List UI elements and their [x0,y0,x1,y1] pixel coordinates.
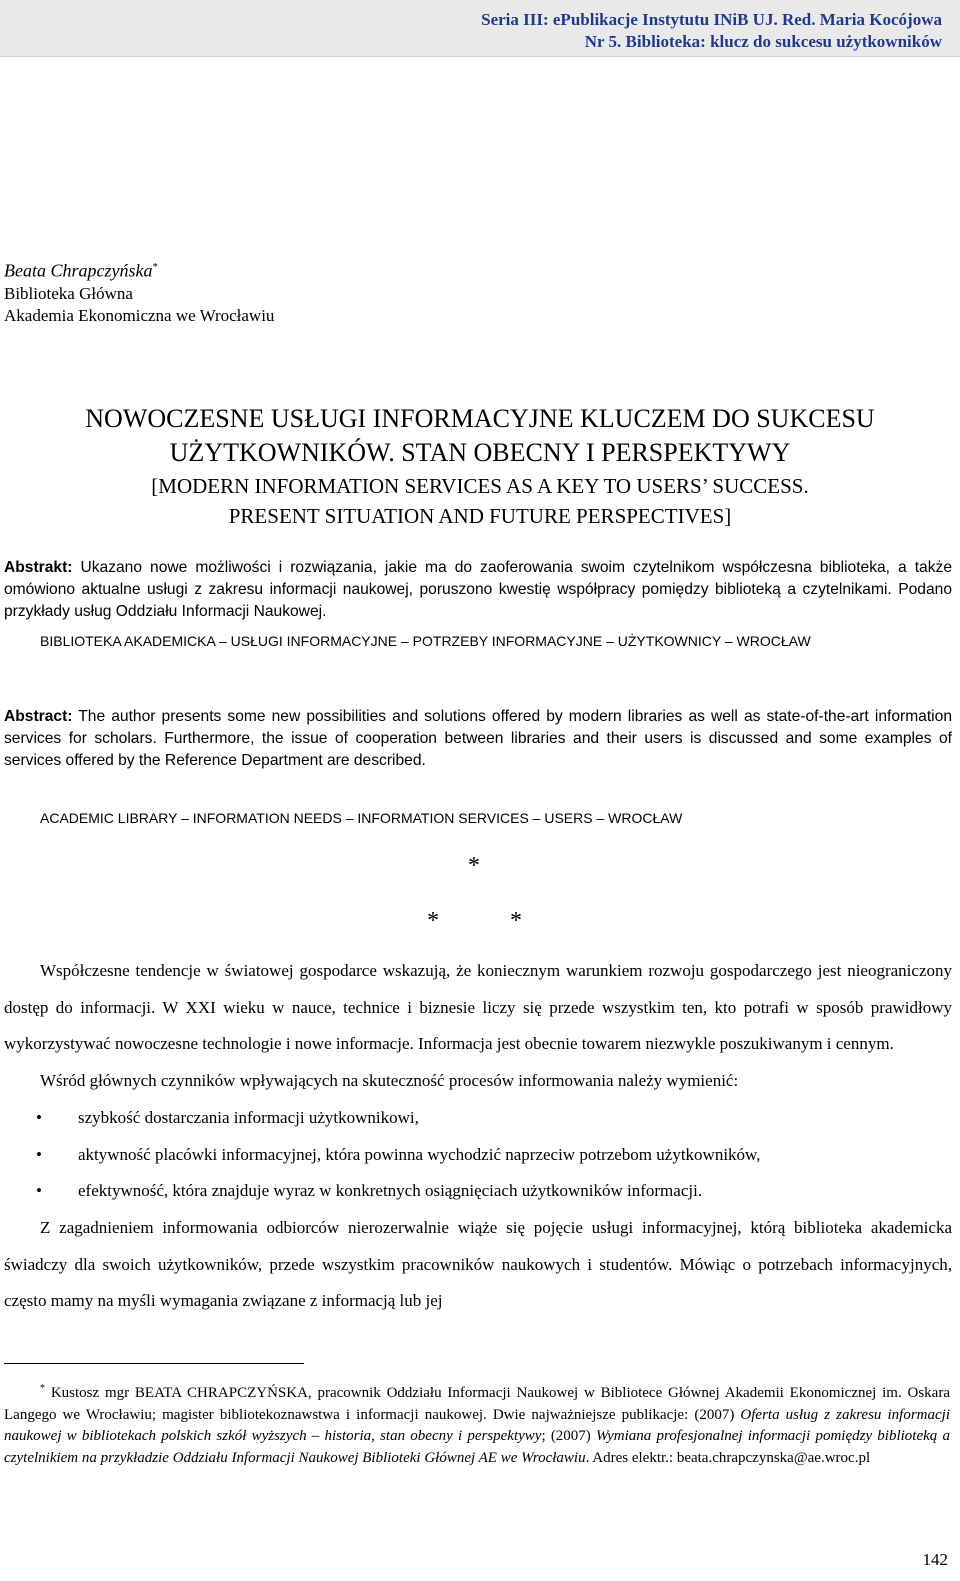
subtitle-line-1: [MODERN INFORMATION SERVICES AS A KEY TO USERS’ SUCCESS. [151,474,809,498]
abstract-english [4,706,952,772]
article-body [4,953,952,1320]
footnote [4,1378,950,1469]
footnote-paragraph [4,1378,950,1469]
series-title: Seria III: ePublikacje Instytutu INiB UJ. Red. Maria Kocójowa [481,10,942,29]
abstract-polish [4,557,952,623]
factor-list [4,1100,952,1210]
author-footnote-mark[interactable]: * [152,261,158,273]
author-name-line [4,256,274,283]
abstract-english-text: The author presents some new possibilities and solutions offered by modern libraries as well as state-of-the-art information services for scholars. Furthermore, the issue of cooperation between libraries and their users is discussed and some examples of services offered by the Reference Department are described. [4,708,952,769]
footnote-text-3: . Adres elektr.: beata.chrapczynska@ae.wroc.pl [585,1449,871,1466]
author-affiliation-library: Biblioteka Główna [4,283,133,303]
footnote-mark: * [40,1383,45,1394]
issue-title: Nr 5. Biblioteka: klucz do sukcesu użytkowników [584,32,942,51]
separator-star-right: * [510,908,522,934]
author-name: Beata Chrapczyńska [4,260,153,281]
running-header [0,0,960,57]
footnote-divider [4,1363,304,1364]
author-block [4,256,274,327]
body-paragraph-2: Wśród głównych czynników wpływających na skuteczność procesów informowania należy wymienić: [40,1071,739,1091]
list-item: • aktywność placówki informacyjnej, która powinna wychodzić naprzeciw potrzebom użytkowników, [4,1137,952,1174]
footnote-text-1: Kustosz mgr BEATA CHRAPCZYŃSKA, pracownik Oddziału Informacji Naukowej w Bibliotece Głównej Akademii Ekonomicznej im. Oskara Langego we Wrocławiu; magister bibliotekoznawstwa i informacji naukowej. Dwie najważniejsze publikacje: (2007) [4,1385,950,1423]
body-paragraph-3: Z zagadnieniem informowania odbiorców nierozerwalnie wiąże się pojęcie usługi informacyjnej, którą biblioteka akademicka świadczy dla swoich użytkowników, przede wszystkim pracowników naukowych i studentów. Mówiąc o potrzebach informacyjnych, często mamy na myśli wymagania związane z informacją lub jej [4,1217,952,1311]
footnote-publication-1: Oferta usług z zakresu informacji naukowej w bibliotekach polskich szkół wyższych – historia, stan obecny i perspektywy [4,1406,950,1444]
keywords-polish: BIBLIOTEKA AKADEMICKA – USŁUGI INFORMACYJNE – POTRZEBY INFORMACYJNE – UŻYTKOWNICY – WROCŁAW [40,633,811,649]
separator-star-left: * [427,908,439,934]
list-item: • efektywność, która znajduje wyraz w konkretnych osiągnięciach użytkowników informacji. [4,1173,952,1210]
abstract-english-label: Abstract: [4,708,73,725]
keywords-english: ACADEMIC LIBRARY – INFORMATION NEEDS – INFORMATION SERVICES – USERS – WROCŁAW [40,810,683,826]
page-number: 142 [922,1550,948,1569]
footnote-publication-2: Wymiana profesjonalnej informacji pomiędzy biblioteką a czytelnikiem na przykładzie Oddziału Informacji Naukowej Biblioteki Głównej AE we Wrocławiu [4,1428,950,1466]
article-subtitle [4,471,956,531]
list-item: • szybkość dostarczania informacji użytkownikowi, [4,1100,952,1137]
title-line-2: UŻYTKOWNIKÓW. STAN OBECNY I PERSPEKTYWY [169,438,791,467]
footnote-text-2: ; (2007) [541,1428,596,1444]
subtitle-line-2: PRESENT SITUATION AND FUTURE PERSPECTIVES] [228,504,732,528]
separator-star-top: * [468,853,480,879]
body-paragraph-1: Współczesne tendencje w światowej gospodarce wskazują, że koniecznym warunkiem rozwoju gospodarczego jest nieograniczony dostęp do informacji. W XXI wieku w nauce, technice i biznesie liczy się przede wszystkim ten, kto potrafi w sposób prawidłowy wykorzystywać nowoczesne technologie i nowe informacje. Informacja jest obecnie towarem niezwykle poszukiwanym i cennym. [4,961,952,1054]
abstract-polish-text: Ukazano nowe możliwości i rozwiązania, jakie ma do zaoferowania swoim czytelnikom współczesna biblioteka, a także omówiono aktualne usługi z zakresu informacji naukowej, poruszono kwestię współpracy pomiędzy biblioteką a czytelnikami. Podano przykłady usług Oddziału Informacji Naukowej. [4,559,953,620]
abstract-polish-label: Abstrakt: [4,559,73,576]
title-line-1: NOWOCZESNE USŁUGI INFORMACYJNE KLUCZEM DO SUKCESU [85,404,875,433]
author-affiliation-university: Akademia Ekonomiczna we Wrocławiu [4,305,275,325]
article-title [4,402,956,470]
